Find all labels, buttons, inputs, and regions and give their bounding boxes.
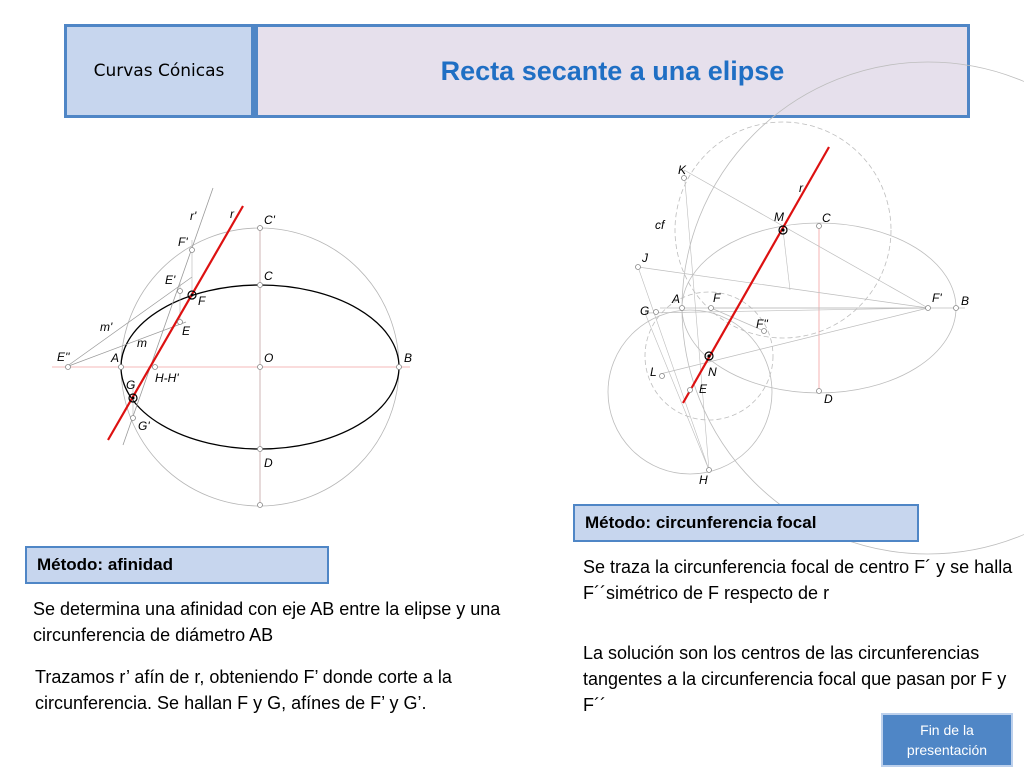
- end-presentation-label: Fin de la presentación: [906, 722, 988, 758]
- label-g-prime: G': [138, 419, 150, 433]
- label-c-prime: C': [264, 213, 275, 227]
- focal-paragraph-2: La solución son los centros de las circunferencias tangentes a la circunferencia focal que pasan por F y F´´: [583, 643, 1007, 715]
- label-e-dprime: E'': [57, 350, 70, 364]
- point-b-right: [954, 306, 959, 311]
- label-o: O: [264, 351, 274, 365]
- point-h: [707, 468, 712, 473]
- method-affinity-heading-text: Método: afinidad: [37, 555, 173, 574]
- label-e-prime: E': [165, 273, 176, 287]
- label-b-right: B: [961, 294, 970, 308]
- label-b: B: [404, 351, 413, 365]
- method-focal-heading-text: Método: circunferencia focal: [585, 513, 817, 532]
- label-g-right: G: [640, 304, 650, 318]
- point-j: [636, 265, 641, 270]
- point-e-right: [688, 388, 693, 393]
- label-j: J: [642, 251, 648, 265]
- affinity-paragraph-2: Trazamos r’ afín de r, obteniendo F’ donde corte a la circunferencia. Se hallan F y G, afínes de F’ y G’.: [35, 667, 452, 713]
- secant-line-r-right: [683, 147, 829, 403]
- label-r-right: r: [799, 181, 803, 195]
- point-a-right: [680, 306, 685, 311]
- label-hh: H-H': [155, 371, 179, 385]
- point-c-right: [817, 224, 822, 229]
- label-d-right: D: [824, 392, 833, 406]
- label-g: G: [126, 378, 136, 392]
- point-d-right: [817, 389, 822, 394]
- label-d: D: [264, 456, 273, 470]
- point-g-right: [654, 310, 659, 315]
- focal-paragraph-1: Se traza la circunferencia focal de centro F´ y se halla F´´simétrico de F respecto de r: [583, 557, 1013, 603]
- label-k: K: [678, 163, 687, 177]
- label-l: L: [650, 365, 657, 379]
- method-affinity-heading: [25, 546, 329, 584]
- label-a: A: [111, 351, 120, 365]
- label-c: C: [264, 269, 273, 283]
- slide-title: Recta secante a una elipse: [440, 55, 785, 86]
- label-cf: cf: [655, 218, 665, 232]
- label-m-prime: m': [100, 320, 113, 334]
- label-f-prime: F': [178, 235, 188, 249]
- label-m-right: M: [774, 210, 784, 224]
- label-r: r: [230, 207, 234, 221]
- label-a-right: A: [672, 292, 681, 306]
- label-e: E: [182, 324, 191, 338]
- method-focal-heading: [573, 504, 919, 542]
- point-f-prime-right: [926, 306, 931, 311]
- label-h: H: [699, 473, 708, 487]
- label-f: F: [198, 294, 206, 308]
- point-l: [660, 374, 665, 379]
- label-c-right: C: [822, 211, 831, 225]
- label-e-right: E: [699, 382, 708, 396]
- label-n: N: [708, 365, 717, 379]
- label-f-dprime: F'': [756, 317, 768, 331]
- section-title: Curvas Cónicas: [93, 61, 225, 81]
- label-f-right: F: [713, 291, 721, 305]
- label-m: m: [137, 336, 147, 350]
- label-r-prime: r': [190, 209, 197, 223]
- label-f-prime-right: F': [932, 291, 942, 305]
- affinity-paragraph-1: Se determina una afinidad con eje AB entre la elipse y una circunferencia de diámetro AB: [33, 599, 501, 645]
- point-f-right: [709, 306, 714, 311]
- end-presentation-button[interactable]: [881, 713, 1013, 767]
